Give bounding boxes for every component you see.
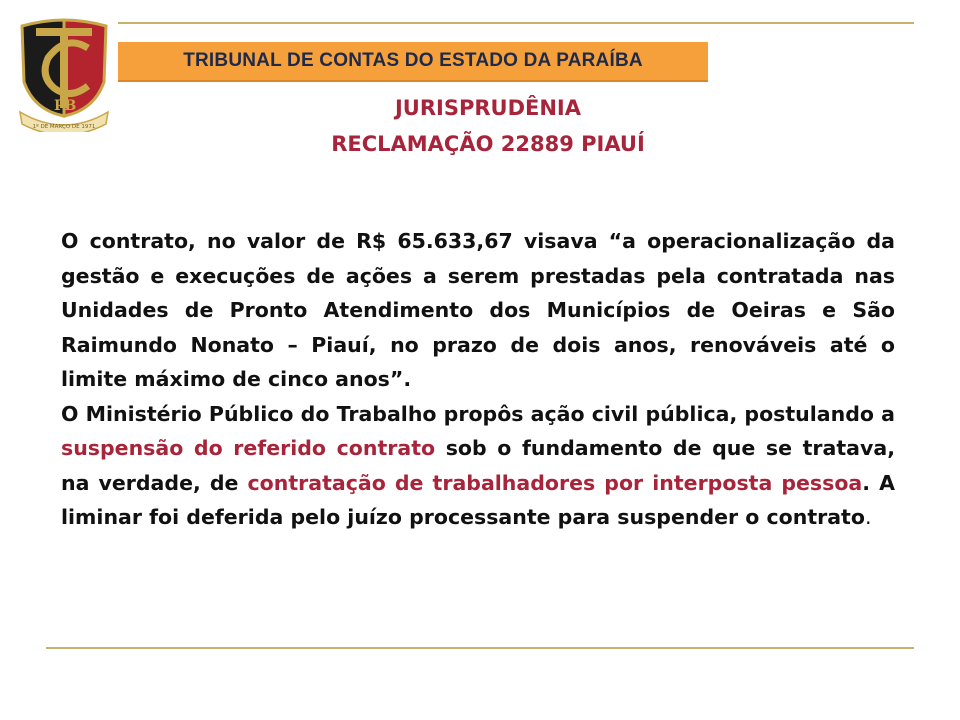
institution-name: TRIBUNAL DE CONTAS DO ESTADO DA PARAÍBA bbox=[183, 50, 643, 71]
tce-pb-crest-logo bbox=[14, 12, 114, 132]
slide-body bbox=[61, 224, 895, 535]
paragraph-mpt bbox=[61, 397, 895, 535]
top-divider bbox=[118, 22, 914, 24]
paragraph-end: . bbox=[864, 505, 872, 529]
paragraph-contract: O contrato, no valor de R$ 65.633,67 visava “a operacionalização da gestão e execuções de ações a serem prestadas pela contratada nas Unidades de Pronto Atendimento dos Municípios de Oeiras e São Raimundo Nonato – Piauí, no prazo de dois anos, renováveis até o limite máximo de cinco anos”. bbox=[61, 229, 895, 391]
paragraph-text: sob o fundamento de que se tratava, na verdade, de bbox=[61, 436, 895, 495]
logo-ribbon-text: 1º DE MARÇO DE 1971 bbox=[32, 124, 96, 130]
highlight-interposed-hiring: contratação de trabalhadores por interposta pessoa bbox=[247, 470, 863, 495]
slide-subtitle: RECLAMAÇÃO 22889 PIAUÍ bbox=[331, 132, 645, 156]
paragraph-text: O Ministério Público do Trabalho propôs ação civil pública, postulando a bbox=[61, 401, 895, 426]
highlight-suspension: suspensão do referido contrato bbox=[61, 436, 436, 460]
institution-banner bbox=[118, 42, 708, 82]
paragraph-text: . A liminar foi deferida pelo juízo processante para suspender o contrato bbox=[61, 470, 896, 529]
slide-title: JURISPRUDÊNIA bbox=[394, 96, 581, 120]
bottom-divider bbox=[46, 647, 914, 649]
svg-text:PB: PB bbox=[54, 98, 77, 114]
